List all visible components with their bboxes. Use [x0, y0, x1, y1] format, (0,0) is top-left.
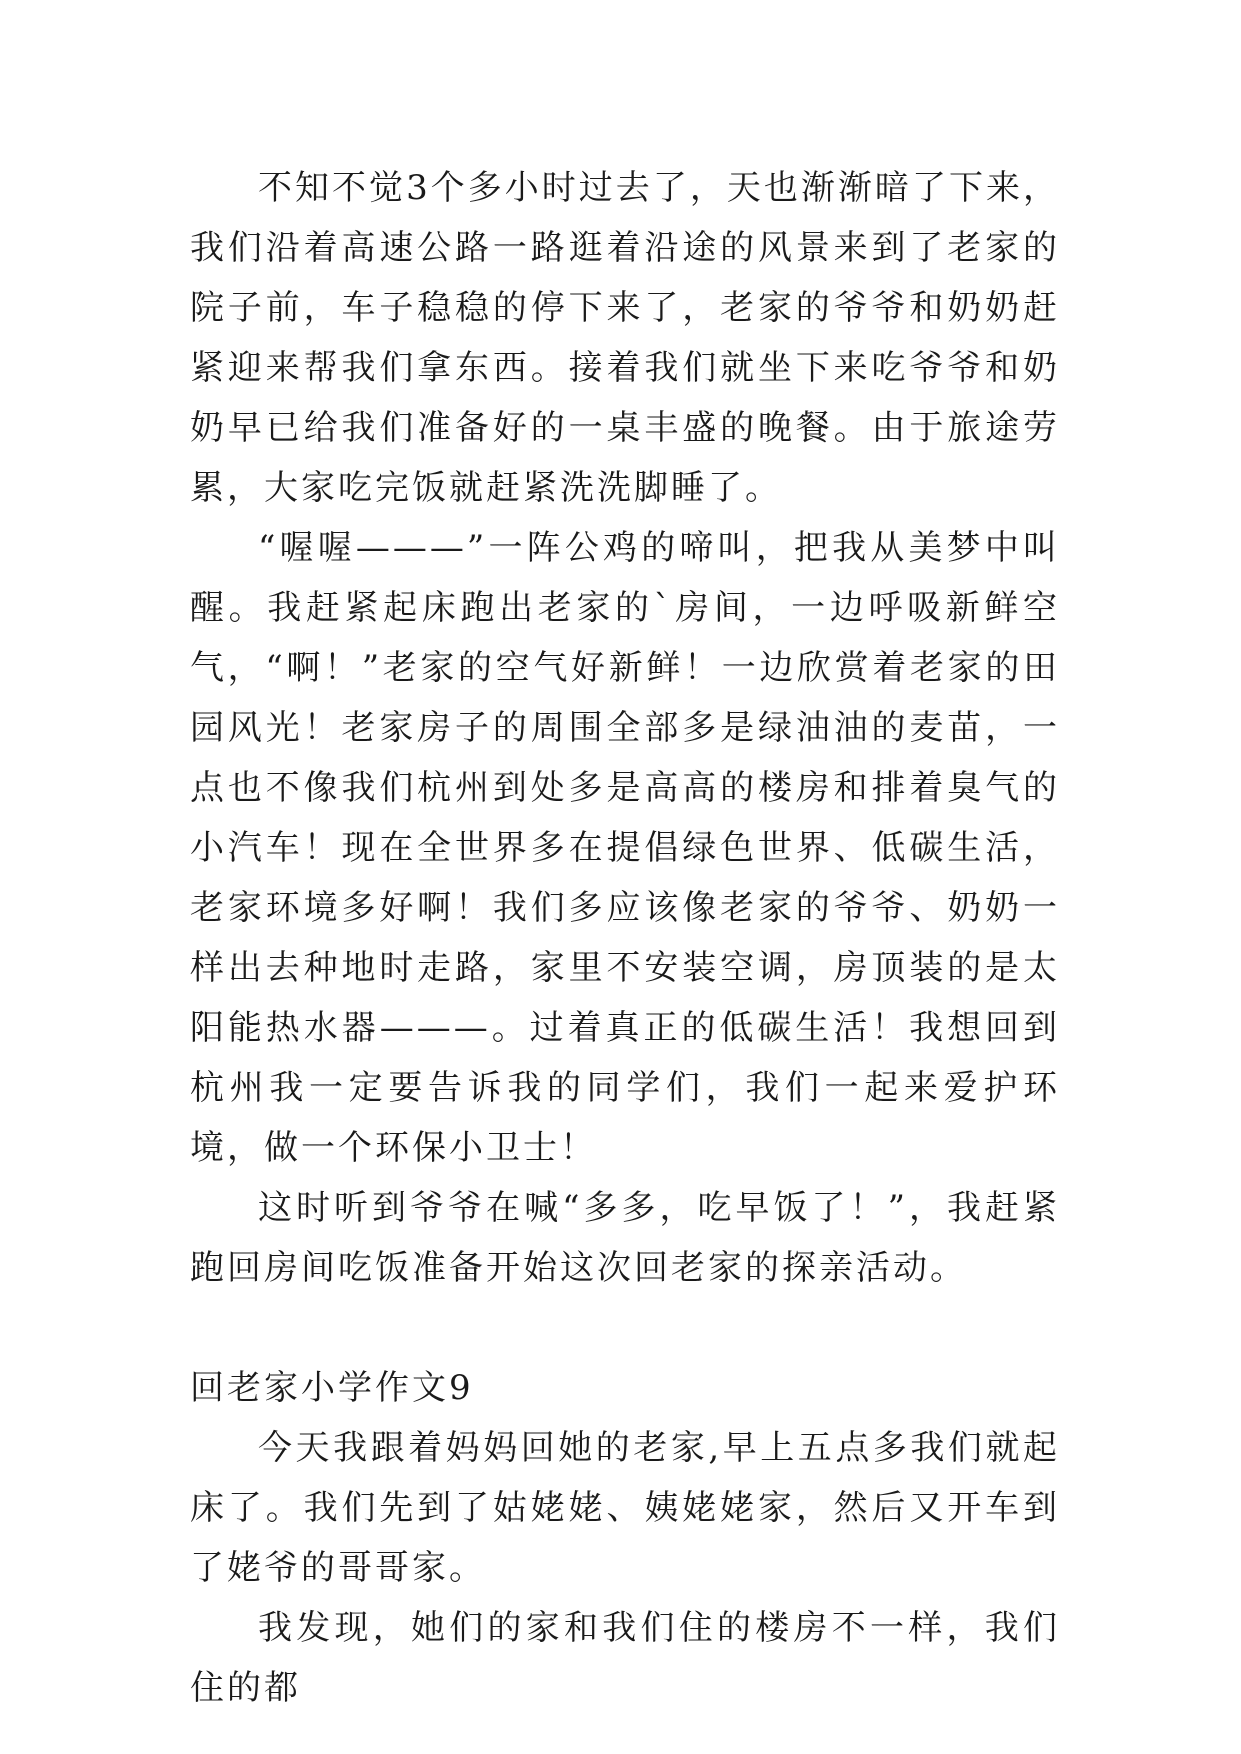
- paragraph: 我发现，她们的家和我们住的楼房不一样，我们住的都: [190, 1608, 1060, 1708]
- paragraph: 今天我跟着妈妈回她的老家,早上五点多我们就起床了。我们先到了姑姥姥、姨姥姥家，然后又开车到了姥爷的哥哥家。: [190, 1428, 1060, 1588]
- paragraph: 不知不觉3个多小时过去了，天也渐渐暗了下来，我们沿着高速公路一路逛着沿途的风景来到了老家的院子前，车子稳稳的停下来了，老家的爷爷和奶奶赶紧迎来帮我们拿东西。接着我们就坐下来吃爷爷和奶奶早已给我们准备好的一桌丰盛的晚餐。由于旅途劳累，大家吃完饭就赶紧洗洗脚睡了。: [190, 168, 1060, 508]
- document-body: [190, 158, 1060, 1718]
- section-title: 回老家小学作文9: [190, 1368, 474, 1408]
- paragraph: 这时听到爷爷在喊“多多，吃早饭了！”，我赶紧跑回房间吃饭准备开始这次回老家的探亲活动。: [190, 1188, 1060, 1288]
- paragraph: “喔喔———”一阵公鸡的啼叫，把我从美梦中叫醒。我赶紧起床跑出老家的`房间，一边呼吸新鲜空气，“啊！”老家的空气好新鲜！一边欣赏着老家的田园风光！老家房子的周围全部多是绿油油的麦苗，一点也不像我们杭州到处多是高高的楼房和排着臭气的小汽车！现在全世界多在提倡绿色世界、低碳生活，老家环境多好啊！我们多应该像老家的爷爷、奶奶一样出去种地时走路，家里不安装空调，房顶装的是太阳能热水器———。过着真正的低碳生活！我想回到杭州我一定要告诉我的同学们，我们一起来爱护环境，做一个环保小卫士！: [190, 528, 1060, 1168]
- section-spacer: [190, 1298, 1060, 1358]
